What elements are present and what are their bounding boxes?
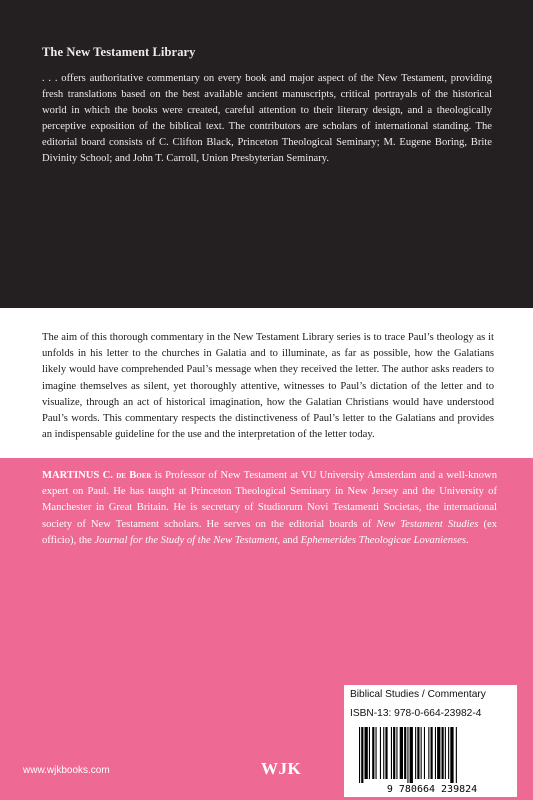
barcode-bar <box>385 727 387 779</box>
barcode-bar <box>442 727 444 779</box>
barcode-bar <box>424 727 425 779</box>
bio-text-2: (ex officio), the <box>42 518 497 546</box>
barcode-bar <box>391 727 392 779</box>
barcode-bar <box>407 727 408 783</box>
summary-panel <box>0 308 533 458</box>
barcode-bar <box>393 727 395 779</box>
barcode-bar <box>428 727 429 779</box>
barcode-bar <box>448 727 449 779</box>
series-title: The New Testament Library <box>42 45 196 59</box>
barcode-icon <box>347 725 513 795</box>
barcode-bar <box>415 727 416 779</box>
isbn-label: ISBN-13: 978-0-664-23982-4 <box>350 708 482 719</box>
barcode-bar <box>417 727 419 779</box>
barcode-bar <box>445 727 446 779</box>
barcode-bar <box>431 727 433 779</box>
barcode-bar <box>361 727 363 783</box>
barcode-bar <box>396 727 397 779</box>
barcode-bar <box>372 727 374 779</box>
barcode-bar <box>359 727 360 783</box>
author-panel <box>0 458 533 800</box>
publisher-website: www.wjkbooks.com <box>23 765 110 776</box>
series-description: . . . offers authoritative commentary on every book and major aspect of the New Testament, providing fresh translations based on the best available ancient manuscripts, critical portrayals of the historical world in which the books were created, careful attention to their literary design, and a theologically perceptive exposition of the biblical text. The contributors are scholars of international standing. The editorial board consists of C. Clifton Black, Princeton Theological Seminary; M. Eugene Boring, Brite Divinity School; and John T. Carroll, Union Presbyterian Seminary. <box>42 73 492 164</box>
barcode-bar <box>421 727 422 779</box>
bio-text-1: is Professor of New Testament at VU University Amsterdam and a well-known expert on Paul. He has taught at Princeton Theological Seminary in New Jersey and the University of Manchester in Great Britain. He is secretary of Studiorum Novi Testamenti Societas, the international society of New Testament scholars. He serves on the editorial boards of <box>42 470 497 530</box>
barcode-bar <box>365 727 368 779</box>
journal-1: New Testament Studies <box>376 518 479 530</box>
bio-text-3: , and <box>277 534 301 546</box>
journal-2: Journal for the Study of the New Testament <box>94 534 278 546</box>
book-summary: The aim of this thorough commentary in the New Testament Library series is to trace Paul’s theology as it unfolds in his letter to the churches in Galatia and to illuminate, as far as possible, how the Galatians likely would have comprehended Paul’s message when they received the letter. The author asks readers to imagine themselves as silent, yet thoroughly attentive, witnesses to Paul’s dictation of the letter and to visualize, through an act of historical imagination, how the Galatian Christians would have understood Paul’s words. This commentary respects the distinctiveness of Paul’s letter to the Galatians and provides an indispensable guideline for the use and the interpretation of the letter today. <box>42 332 494 441</box>
barcode-bar <box>400 727 403 779</box>
author-name-first: MARTINUS C. <box>42 470 113 481</box>
author-bio <box>42 468 497 549</box>
barcode-digits: 9 780664 239824 <box>386 784 478 795</box>
series-panel <box>0 0 533 308</box>
barcode-bar <box>456 727 457 783</box>
journal-3: Ephemerides Theologicae Lovanienses <box>300 534 467 546</box>
barcode-bar <box>410 727 413 783</box>
author-name-last: de Boer <box>116 470 152 481</box>
barcode-bar <box>376 727 377 779</box>
barcode-bar <box>369 727 370 779</box>
barcode-bar <box>450 727 453 783</box>
barcode-bar <box>383 727 384 779</box>
barcode-box <box>344 685 517 797</box>
bio-text-4: . <box>466 534 469 546</box>
category-label: Biblical Studies / Commentary <box>350 689 486 700</box>
publisher-logo: WJK <box>261 759 302 778</box>
barcode-bar <box>404 727 406 779</box>
barcode-bar <box>435 727 436 779</box>
barcode-bar <box>437 727 440 779</box>
barcode-bar <box>380 727 381 779</box>
